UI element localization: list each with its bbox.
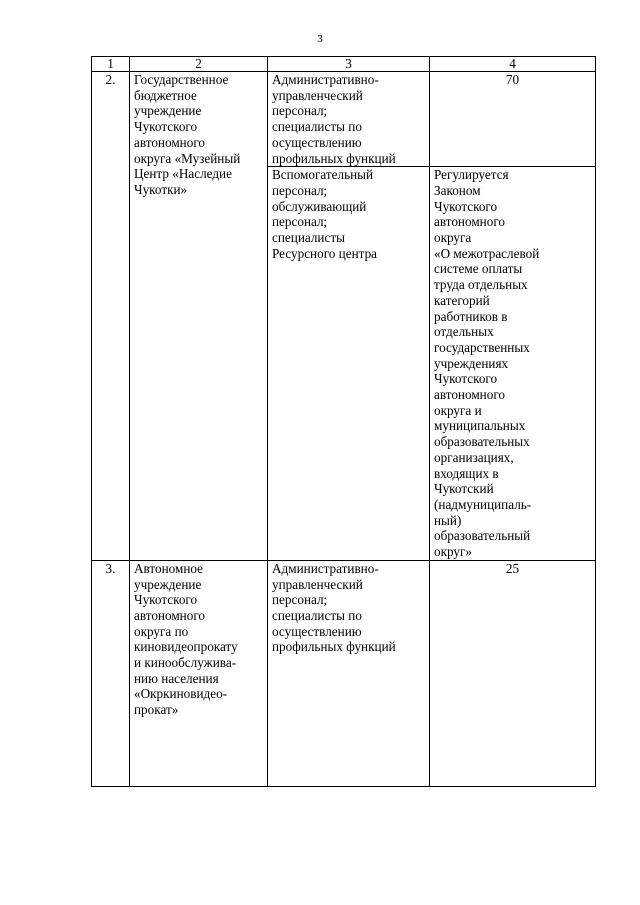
staff-category: Административно- управленческий персонал; специалисты по осуществлению профильных функций bbox=[268, 72, 430, 167]
staff-table bbox=[91, 56, 596, 787]
row-number: 3. bbox=[92, 560, 130, 786]
table-header-row bbox=[92, 57, 596, 72]
header-col-1: 1 bbox=[92, 57, 130, 72]
staff-regulation-note: Регулируется Законом Чукотского автономного округа «О межотраслевой системе оплаты труда отдельных категорий работников в отдельных государственных учреждениях Чукотского автономного округа и муниципальных образовательных организациях, входящих в Чукотский (надмуниципаль- ный) образовательный округ» bbox=[430, 167, 596, 561]
header-col-2: 2 bbox=[130, 57, 268, 72]
page-number: 3 bbox=[317, 33, 323, 45]
staff-value: 25 bbox=[430, 560, 596, 786]
header-col-3: 3 bbox=[268, 57, 430, 72]
organization-name: Государственное бюджетное учреждение Чукотского автономного округа «Музейный Центр «Наследие Чукотки» bbox=[130, 72, 268, 561]
table-row bbox=[92, 560, 596, 786]
row-number: 2. bbox=[92, 72, 130, 561]
header-col-4: 4 bbox=[430, 57, 596, 72]
staff-value: 70 bbox=[430, 72, 596, 167]
staff-category: Вспомогательный персонал; обслуживающий персонал; специалисты Ресурсного центра bbox=[268, 167, 430, 561]
table-row bbox=[92, 72, 596, 167]
staff-category: Административно- управленческий персонал; специалисты по осуществлению профильных функций bbox=[268, 560, 430, 786]
organization-name: Автономное учреждение Чукотского автономного округа по киновидеопрокату и кинообслужива- нию населения «Окркиновидео- прокат» bbox=[130, 560, 268, 786]
